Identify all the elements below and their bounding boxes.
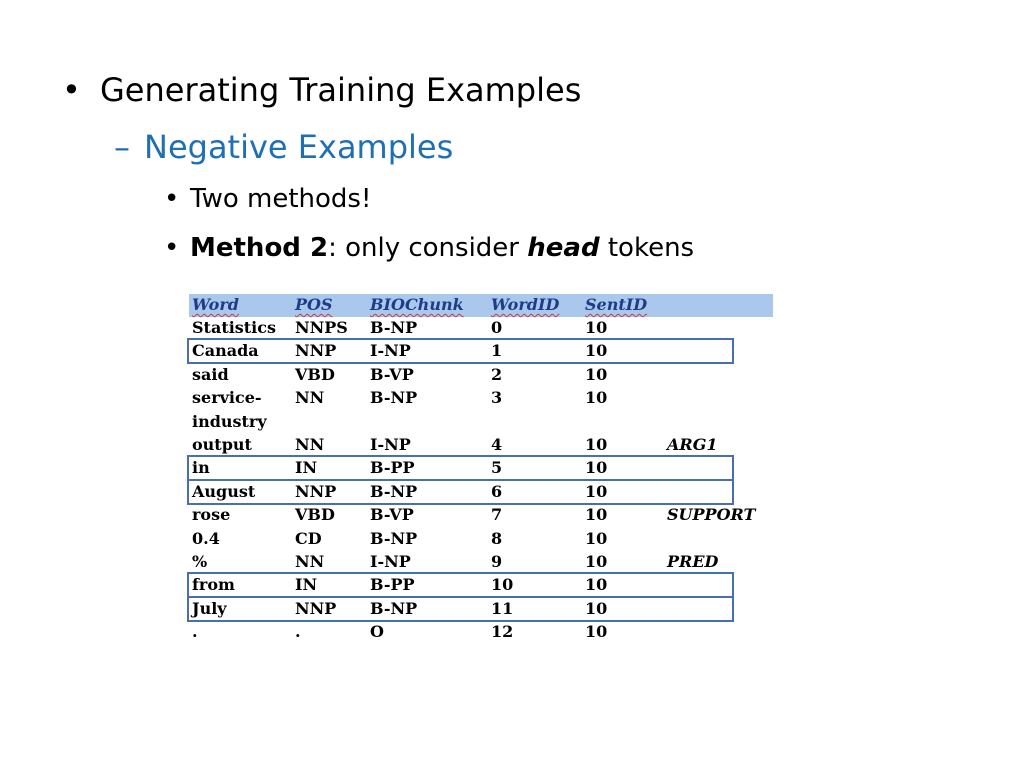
table-cell-pos: NNP [295,598,337,618]
highlight-box [187,479,734,505]
table-cell-sid: 10 [585,458,608,478]
table-header-cell: SentID [585,295,648,314]
highlight-box [187,338,734,364]
table-header-cell: BIOChunk [370,295,464,314]
bullet-level2-text: Negative Examples [144,128,454,166]
table-cell-pos: NN [295,552,325,571]
bullet-mark: • [164,233,180,263]
highlight-box [187,572,734,598]
table-cell-chunk: B-NP [370,388,418,408]
table-cell-wid: 1 [491,341,503,361]
table-cell-sid: 10 [585,364,608,384]
table-cell-chunk: B-PP [370,575,415,595]
table-cell-word: 0.4 [192,528,220,548]
table-cell-word: in [192,458,210,478]
bullet-mark: • [62,71,81,109]
table-cell-sid: 10 [585,318,608,337]
table-cell-word: July [192,598,227,618]
table-cell-wid: 11 [491,598,514,618]
table-cell-chunk: B-NP [370,318,418,337]
bullet-mark: • [164,184,180,214]
table-cell-wid: 4 [491,435,503,454]
table-cell-wid: 9 [491,552,503,571]
table-cell-wid: 7 [491,505,503,525]
table-cell-sid: 10 [585,481,608,501]
method-label: Method 2 [190,233,329,263]
table-cell-wid: 10 [491,575,514,595]
table-cell-word: August [192,481,256,501]
bullet-level3-text [190,231,694,265]
table-cell-chunk: B-VP [370,505,414,525]
table-cell-annot: SUPPORT [667,505,756,525]
table-header-cell: POS [295,295,333,314]
table-cell-wid: 2 [491,364,503,384]
table-cell-word: Canada [192,341,259,361]
table-cell-word: % [192,552,208,571]
table-cell-chunk: I-NP [370,552,411,571]
table-cell-pos: NNPS [295,318,348,337]
table-cell-word: output [192,435,252,454]
table-cell-wid: 12 [491,622,514,642]
table-cell-wid: 8 [491,528,503,548]
emphasis-head: head [527,233,600,263]
table-cell-word: rose [192,505,231,525]
table-header-band [189,294,773,317]
table-cell-chunk: B-NP [370,528,418,548]
table-cell-pos: . [295,622,301,642]
table-cell-chunk: I-NP [370,341,411,361]
table-cell-pos: IN [295,458,318,478]
table-cell-wid: 5 [491,458,503,478]
table-cell-wid: 6 [491,481,503,501]
table-cell-sid: 10 [585,575,608,595]
table-cell-pos: CD [295,528,322,548]
table-cell-word: Statistics [192,318,277,337]
table-cell-sid: 10 [585,505,608,525]
table-cell-annot: PRED [667,552,719,571]
highlight-box [187,596,734,622]
dash-mark: – [114,128,130,166]
table-cell-sid: 10 [585,552,608,571]
table-cell-sid: 10 [585,388,608,408]
table-cell-sid: 10 [585,435,608,454]
table-cell-chunk: I-NP [370,435,411,454]
table-cell-sid: 10 [585,341,608,361]
table-cell-pos: NN [295,388,325,408]
table-cell-word-cont: industry [192,411,267,431]
table-cell-pos: IN [295,575,318,595]
table-cell-chunk: O [370,622,384,642]
text-middle: only consider [336,233,528,263]
token-table [189,294,773,644]
table-cell-sid: 10 [585,622,608,642]
table-cell-annot: ARG1 [667,435,718,454]
bullet-level1-text: Generating Training Examples [100,71,582,109]
colon: : [328,233,337,263]
highlight-box [187,455,734,481]
text-end: tokens [599,233,695,263]
table-cell-chunk: B-NP [370,598,418,618]
table-cell-wid: 3 [491,388,503,408]
table-cell-sid: 10 [585,598,608,618]
table-cell-pos: NN [295,435,325,454]
table-cell-chunk: B-NP [370,481,418,501]
table-cell-pos: NNP [295,341,337,361]
table-cell-wid: 0 [491,318,503,337]
table-cell-word: said [192,364,229,384]
table-cell-sid: 10 [585,528,608,548]
table-cell-word: from [192,575,235,595]
table-header-cell: WordID [491,295,560,314]
bullet-level3-text: Two methods! [190,184,372,214]
table-cell-word: service- [192,388,262,408]
table-cell-pos: VBD [295,505,335,525]
table-cell-chunk: B-VP [370,364,414,384]
table-cell-chunk: B-PP [370,458,415,478]
table-header-cell: Word [192,295,239,314]
table-cell-pos: NNP [295,481,337,501]
table-cell-pos: VBD [295,364,335,384]
table-cell-word: . [192,622,198,642]
